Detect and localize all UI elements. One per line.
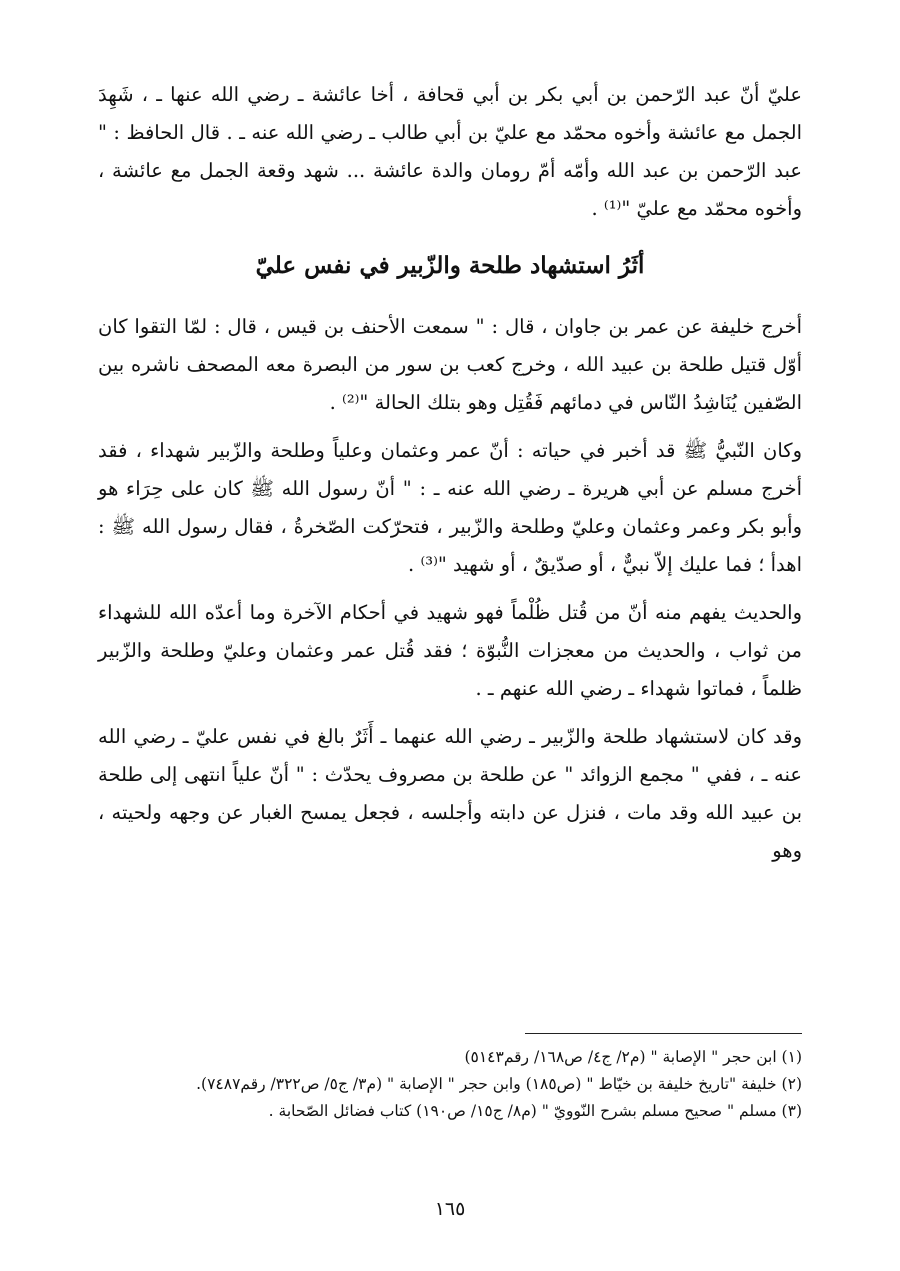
main-text — [98, 76, 802, 870]
paragraph: وكان النّبيُّ ﷺ قد أخبر في حياته : أنّ عمر وعثمان وعلياً وطلحة والزّبير شهداء ، فقد أخرج مسلم عن أبي هريرة ـ رضي الله عنه ـ : " أنّ رسول الله ﷺ كان على حِرَاء هو وأبو بكر وعمر وعثمان وعليّ وطلحة والزّبير ، فتحرّكت الصّخرةُ ، فقال رسول الله ﷺ : اهدأ ؛ فما عليك إلاّ نبيٌّ ، أو صدّيقٌ ، أو شهيد "⁽³⁾ . — [98, 439, 802, 576]
footnote-3: (٣) مسلم " صحيح مسلم بشرح النّوويّ " (م٨/ ج١٥/ ص١٩٠) كتاب فضائل الصّحابة . — [268, 1102, 802, 1120]
footnote-2: (٢) خليفة "تاريخ خليفة بن خيّاط " (ص١٨٥) وابن حجر " الإصابة " (م٣/ ج٥/ ص٣٢٢/ رقم٧٤٨٧). — [196, 1075, 802, 1093]
paragraph: والحديث يفهم منه أنّ من قُتل ظُلْماً فهو شهيد في أحكام الآخرة وما أعدّه الله للشهداء من ثواب ، والحديث من معجزات النُّبوّة ؛ فقد قُتل عمر وعثمان وعليّ وطلحة والزّبير ظلماً ، فماتوا شهداء ـ رضي الله عنهم ـ . — [98, 601, 802, 700]
footnote-separator — [525, 1033, 802, 1034]
section-heading: أثَرُ استشهاد طلحة والزّبير في نفس عليّ — [255, 252, 645, 279]
footnote-1: (١) ابن حجر " الإصابة " (م٢/ ج٤/ ص١٦٨/ رقم٥١٤٣) — [464, 1048, 802, 1066]
paragraph: أخرج خليفة عن عمر بن جاوان ، قال : " سمعت الأحنف بن قيس ، قال : لمّا التقوا كان أوّل قتيل طلحة بن عبيد الله ، وخرج كعب بن سور من البصرة معه المصحف ناشره بين الصّفين يُنَاشِدُ النّاس في دمائهم فَقُتِل وهو بتلك الحالة "⁽²⁾ . — [98, 315, 802, 414]
paragraph: وقد كان لاستشهاد طلحة والزّبير ـ رضي الله عنهما ـ أَثَرٌ بالغ في نفس عليّ ـ رضي الله عنه ـ ، ففي " مجمع الزوائد " عن طلحة بن مصروف يحدّث : " أنّ علياً انتهى إلى طلحة بن عبيد الله وقد مات ، فنزل عن دابته وأجلسه ، فجعل يمسح الغبار عن وجهه ولحيته ، وهو — [98, 725, 802, 862]
footnotes — [98, 1044, 802, 1125]
page-number: ١٦٥ — [434, 1198, 466, 1220]
paragraph-continuation: عليّ أنّ عبد الرّحمن بن أبي بكر بن أبي قحافة ، أخا عائشة ـ رضي الله عنها ـ ، شَهِدَ الجمل مع عائشة وأخوه محمّد مع عليّ بن أبي طالب ـ رضي الله عنه ـ . قال الحافظ : " عبد الرّحمن بن عبد الله وأمّه أمّ رومان والدة عائشة ... شهد وقعة الجمل مع عائشة ، وأخوه محمّد مع عليّ "⁽¹⁾ . — [98, 83, 802, 220]
